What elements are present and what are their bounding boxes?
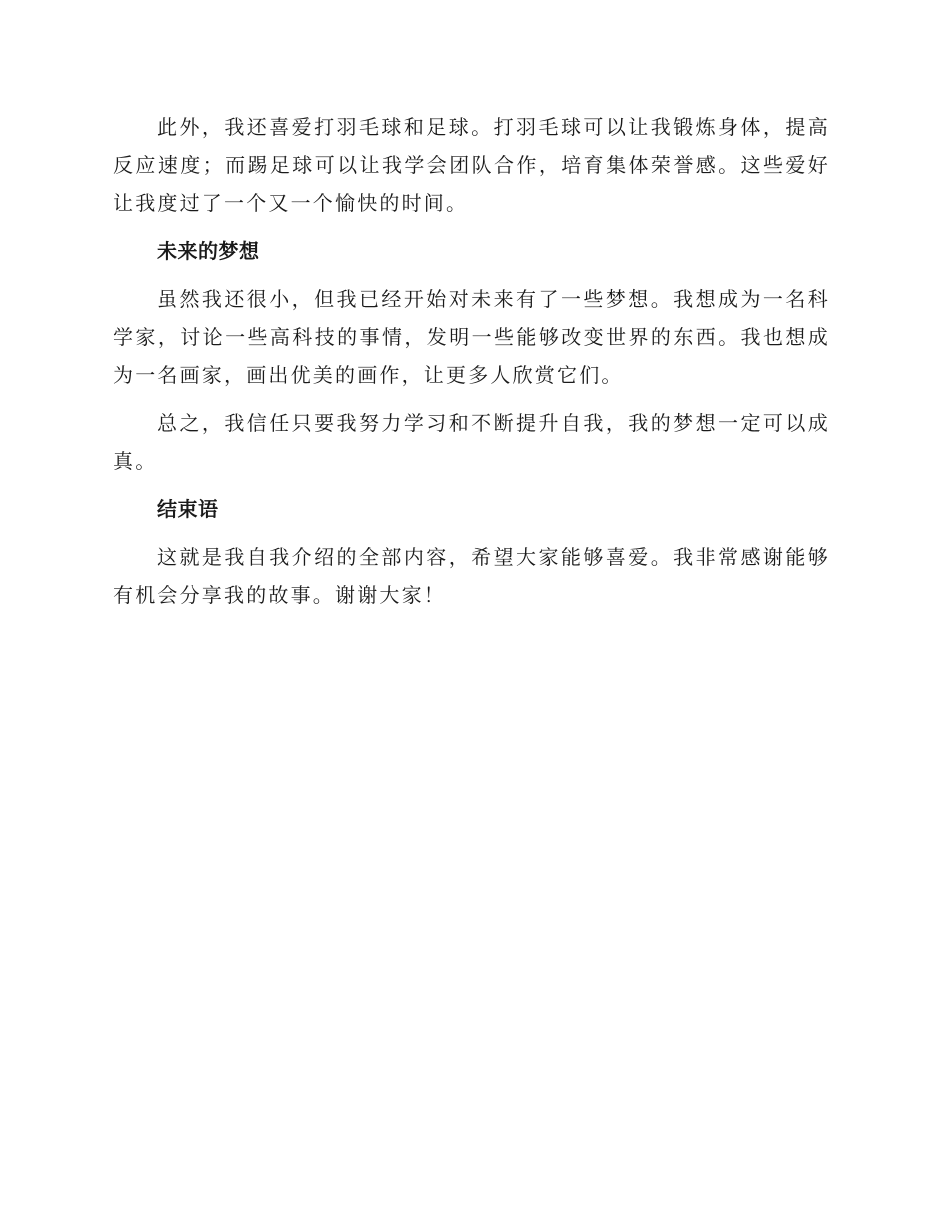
spacer (113, 528, 830, 538)
paragraph-dreams: 虽然我还很小，但我已经开始对未来有了一些梦想。我想成为一名科学家，讨论一些高科技的事情，发明一些能够改变世界的东西。我也想成为一名画家，画出优美的画作，让更多人欣赏它们。 (113, 287, 830, 387)
spacer (113, 270, 830, 280)
heading-conclusion: 结束语 (157, 497, 219, 521)
heading-future-dreams: 未来的梦想 (157, 239, 260, 263)
spacer (113, 394, 830, 404)
spacer (113, 222, 830, 232)
paragraph-hobbies: 此外，我还喜爱打羽毛球和足球。打羽毛球可以让我锻炼身体，提高反应速度；而踢足球可以让我学会团队合作，培育集体荣誉感。这些爱好让我度过了一个又一个愉快的时间。 (113, 115, 830, 215)
spacer (113, 480, 830, 490)
paragraph-conclusion: 这就是我自我介绍的全部内容，希望大家能够喜爱。我非常感谢能够有机会分享我的故事。谢谢大家！ (113, 545, 830, 607)
document-page (113, 108, 830, 614)
paragraph-summary: 总之，我信任只要我努力学习和不断提升自我，我的梦想一定可以成真。 (113, 411, 830, 473)
